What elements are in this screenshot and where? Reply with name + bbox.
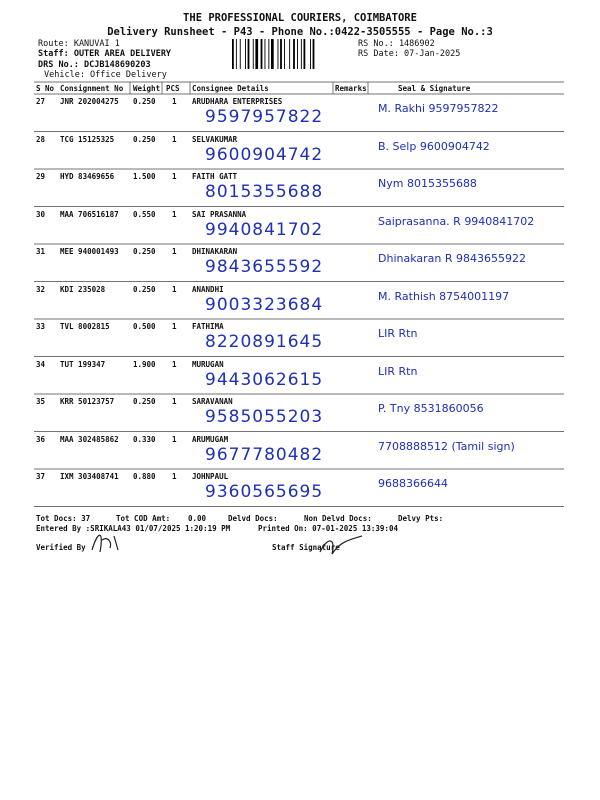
delvy-pts: Delvy Pts: bbox=[398, 514, 444, 523]
row-consignment-no: MAA 706516187 bbox=[60, 209, 119, 219]
row-weight: 0.880 bbox=[133, 472, 156, 481]
col-consignee: Consignee Details bbox=[192, 84, 269, 93]
row-consignee-name: FAITH GATT bbox=[192, 172, 238, 181]
row-consignee-phone: 9600904742 bbox=[205, 144, 324, 165]
route-label: Route: KANUVAI 1 bbox=[38, 39, 120, 49]
row-consignee-name: ARUDHARA ENTERPRISES bbox=[192, 97, 283, 106]
rs-number: RS No.: 1486902 bbox=[358, 39, 435, 49]
row-signature: 7708888512 (Tamil sign) bbox=[378, 439, 515, 453]
row-consignment-no: TVL 8002815 bbox=[60, 322, 110, 331]
runsheet-subtitle: Delivery Runsheet - P43 - Phone No.:0422-3505555 - Page No.:3 bbox=[107, 26, 493, 38]
row-pcs: 1 bbox=[172, 172, 177, 181]
row-pcs: 1 bbox=[172, 284, 177, 294]
col-consignment: Consignment No bbox=[60, 84, 124, 93]
row-sno: 33 bbox=[36, 322, 46, 331]
row-consignment-no: TCG 15125325 bbox=[60, 134, 115, 144]
row-weight: 1.900 bbox=[133, 359, 156, 369]
row-sno: 29 bbox=[36, 172, 46, 181]
row-pcs: 1 bbox=[172, 359, 177, 369]
row-signature: Nym 8015355688 bbox=[378, 177, 477, 190]
row-consignment-no: MAA 302485862 bbox=[60, 434, 119, 444]
col-pcs: PCS bbox=[166, 84, 180, 93]
company-title: THE PROFESSIONAL COURIERS, COIMBATORE bbox=[183, 12, 417, 24]
row-consignee-phone: 9585055203 bbox=[205, 407, 324, 427]
row-signature: LIR Rtn bbox=[378, 364, 418, 378]
row-pcs: 1 bbox=[172, 472, 177, 481]
row-sno: 35 bbox=[36, 397, 46, 406]
col-remarks: Remarks bbox=[335, 84, 367, 93]
row-consignment-no: KDI 235028 bbox=[60, 284, 106, 294]
staff-signature-mark bbox=[318, 532, 364, 558]
row-signature: 9688366644 bbox=[378, 477, 448, 490]
row-pcs: 1 bbox=[172, 434, 177, 444]
tot-cod-label: Tot COD Amt: bbox=[116, 514, 171, 523]
rs-date: RS Date: 07-Jan-2025 bbox=[358, 49, 461, 59]
row-weight: 1.500 bbox=[133, 172, 156, 181]
row-sno: 28 bbox=[36, 134, 46, 144]
row-weight: 0.250 bbox=[133, 284, 156, 294]
printed-on: Printed On: 07-01-2025 13:39:04 bbox=[258, 524, 398, 533]
col-sno: S No bbox=[36, 84, 55, 93]
row-consignee-name: DHINAKARAN bbox=[192, 247, 238, 256]
row-sno: 37 bbox=[36, 472, 46, 481]
row-consignee-phone: 9597957822 bbox=[205, 107, 324, 127]
row-consignee-phone: 9843655592 bbox=[205, 257, 324, 277]
staff-signature: Staff Signature bbox=[272, 543, 340, 552]
row-weight: 0.250 bbox=[133, 247, 156, 256]
row-weight: 0.330 bbox=[133, 434, 156, 444]
row-consignee-name: SELVAKUMAR bbox=[192, 134, 238, 144]
row-consignee-name: MURUGAN bbox=[192, 359, 224, 369]
row-weight: 0.250 bbox=[133, 134, 156, 144]
row-consignee-phone: 9003323684 bbox=[205, 294, 324, 315]
row-consignee-name: FATHIMA bbox=[192, 322, 224, 331]
row-consignee-phone: 9443062615 bbox=[205, 369, 324, 390]
row-consignee-phone: 9677780482 bbox=[205, 444, 324, 465]
tot-cod-value: 0.00 bbox=[188, 514, 207, 523]
vehicle-label: Vehicle: Office Delivery bbox=[44, 70, 167, 80]
row-consignee-phone: 9360565695 bbox=[205, 482, 324, 502]
row-sno: 27 bbox=[36, 97, 46, 106]
row-consignee-phone: 9940841702 bbox=[205, 219, 324, 240]
row-pcs: 1 bbox=[172, 397, 177, 406]
row-sno: 30 bbox=[36, 209, 46, 219]
row-consignee-name: ARUMUGAM bbox=[192, 434, 229, 444]
drs-number: DRS No.: DCJB148690203 bbox=[38, 60, 151, 70]
row-weight: 0.250 bbox=[133, 97, 156, 106]
row-consignee-name: SAI PRASANNA bbox=[192, 209, 247, 219]
row-pcs: 1 bbox=[172, 322, 177, 331]
non-delvd-docs: Non Delvd Docs: bbox=[304, 514, 372, 523]
row-weight: 0.500 bbox=[133, 322, 156, 331]
row-pcs: 1 bbox=[172, 209, 177, 219]
row-pcs: 1 bbox=[172, 247, 177, 256]
row-consignee-phone: 8220891645 bbox=[205, 332, 324, 352]
row-consignee-name: JOHNPAUL bbox=[192, 472, 229, 481]
row-consignment-no: JNR 202004275 bbox=[60, 97, 119, 106]
verifier-signature-mark bbox=[88, 528, 128, 556]
row-sno: 32 bbox=[36, 284, 46, 294]
row-sno: 31 bbox=[36, 247, 46, 256]
col-weight: Weight bbox=[133, 84, 161, 93]
delvd-docs: Delvd Docs: bbox=[228, 514, 278, 523]
row-pcs: 1 bbox=[172, 97, 177, 106]
row-consignment-no: HYD 83469656 bbox=[60, 172, 115, 181]
row-consignment-no: TUT 199347 bbox=[60, 359, 106, 369]
staff-label: Staff: OUTER AREA DELIVERY bbox=[38, 49, 172, 59]
row-consignment-no: IXM 303408741 bbox=[60, 472, 119, 481]
row-signature: LIR Rtn bbox=[378, 327, 418, 340]
row-signature: B. Selp 9600904742 bbox=[378, 139, 490, 153]
row-consignee-phone: 8015355688 bbox=[205, 182, 324, 202]
row-sno: 36 bbox=[36, 434, 46, 444]
row-sno: 34 bbox=[36, 359, 46, 369]
row-signature: Saiprasanna. R 9940841702 bbox=[378, 214, 535, 228]
row-signature: P. Tny 8531860056 bbox=[378, 402, 484, 415]
verified-by: Verified By bbox=[36, 543, 86, 552]
row-consignee-name: SARAVANAN bbox=[192, 397, 233, 406]
row-consignment-no: MEE 940001493 bbox=[60, 247, 119, 256]
col-signature: Seal & Signature bbox=[398, 84, 471, 93]
row-signature: Dhinakaran R 9843655922 bbox=[378, 252, 526, 265]
row-consignee-name: ANANDHI bbox=[192, 284, 224, 294]
entered-by: Entered By :SRIKALA43 01/07/2025 1:20:19 PM bbox=[36, 524, 231, 533]
row-signature: M. Rakhi 9597957822 bbox=[378, 102, 499, 115]
row-signature: M. Rathish 8754001197 bbox=[378, 289, 510, 303]
row-weight: 0.250 bbox=[133, 397, 156, 406]
row-consignment-no: KRR 50123757 bbox=[60, 397, 115, 406]
tot-docs: Tot Docs: 37 bbox=[36, 514, 91, 523]
row-weight: 0.550 bbox=[133, 209, 156, 219]
row-pcs: 1 bbox=[172, 134, 177, 144]
